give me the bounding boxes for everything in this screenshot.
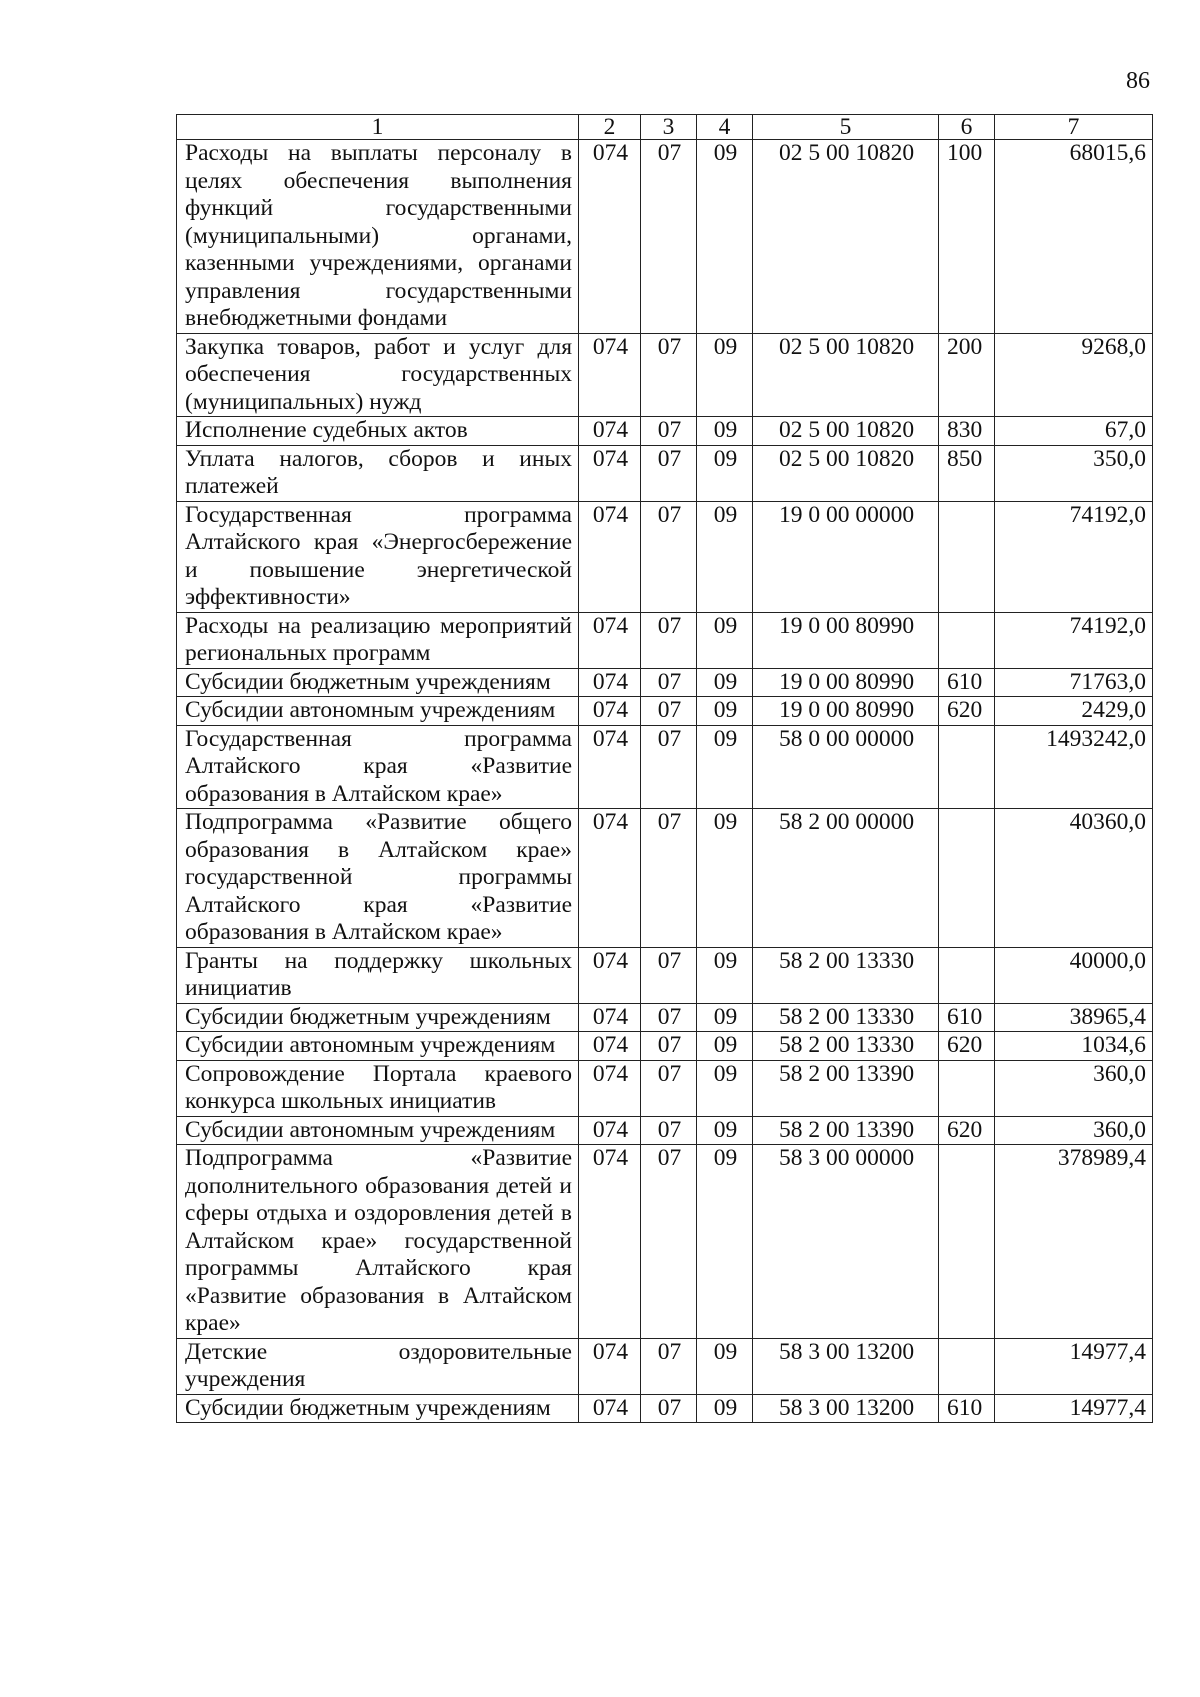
row-description: Субсидии автономным учреждениям	[177, 1116, 579, 1145]
expense-type-code	[939, 725, 995, 809]
row-description: Субсидии бюджетным учреждениям	[177, 668, 579, 697]
target-article-code: 58 3 00 13200	[753, 1338, 939, 1394]
amount: 71763,0	[995, 668, 1153, 697]
expense-type-code: 610	[939, 668, 995, 697]
subsection-code: 09	[697, 668, 753, 697]
amount: 1493242,0	[995, 725, 1153, 809]
amount: 360,0	[995, 1060, 1153, 1116]
ministry-code: 074	[579, 668, 641, 697]
subsection-code: 09	[697, 725, 753, 809]
section-code: 07	[641, 445, 697, 501]
target-article-code: 19 0 00 00000	[753, 501, 939, 612]
table-row	[177, 417, 1153, 446]
expense-type-code: 830	[939, 417, 995, 446]
target-article-code: 19 0 00 80990	[753, 697, 939, 726]
section-code: 07	[641, 947, 697, 1003]
table-header-row	[177, 115, 1153, 140]
table-row	[177, 1032, 1153, 1061]
target-article-code: 58 2 00 13330	[753, 947, 939, 1003]
column-header: 3	[641, 115, 697, 140]
row-description: Субсидии автономным учреждениям	[177, 1032, 579, 1061]
table-row	[177, 501, 1153, 612]
target-article-code: 19 0 00 80990	[753, 612, 939, 668]
amount: 38965,4	[995, 1003, 1153, 1032]
table-body	[177, 140, 1153, 1423]
expense-type-code: 610	[939, 1003, 995, 1032]
amount: 74192,0	[995, 612, 1153, 668]
expense-type-code	[939, 1060, 995, 1116]
amount: 1034,6	[995, 1032, 1153, 1061]
amount: 40360,0	[995, 809, 1153, 948]
subsection-code: 09	[697, 140, 753, 334]
table-row	[177, 1003, 1153, 1032]
expense-type-code: 620	[939, 1116, 995, 1145]
target-article-code: 02 5 00 10820	[753, 333, 939, 417]
amount: 378989,4	[995, 1145, 1153, 1339]
section-code: 07	[641, 612, 697, 668]
target-article-code: 58 2 00 13330	[753, 1003, 939, 1032]
section-code: 07	[641, 1032, 697, 1061]
row-description: Уплата налогов, сборов и иных платежей	[177, 445, 579, 501]
target-article-code: 02 5 00 10820	[753, 445, 939, 501]
subsection-code: 09	[697, 1394, 753, 1423]
expense-type-code	[939, 1338, 995, 1394]
ministry-code: 074	[579, 1394, 641, 1423]
section-code: 07	[641, 501, 697, 612]
row-description: Расходы на реализацию мероприятий региональных программ	[177, 612, 579, 668]
row-description: Субсидии автономным учреждениям	[177, 697, 579, 726]
expense-type-code: 620	[939, 697, 995, 726]
column-header: 7	[995, 115, 1153, 140]
row-description: Субсидии бюджетным учреждениям	[177, 1394, 579, 1423]
section-code: 07	[641, 1145, 697, 1339]
ministry-code: 074	[579, 809, 641, 948]
table-row	[177, 725, 1153, 809]
row-description: Исполнение судебных актов	[177, 417, 579, 446]
target-article-code: 58 0 00 00000	[753, 725, 939, 809]
expense-type-code: 610	[939, 1394, 995, 1423]
expense-type-code: 850	[939, 445, 995, 501]
target-article-code: 58 3 00 00000	[753, 1145, 939, 1339]
section-code: 07	[641, 1338, 697, 1394]
expense-type-code	[939, 1145, 995, 1339]
table-row	[177, 333, 1153, 417]
row-description: Подпрограмма «Развитие дополнительного образования детей и сферы отдыха и оздоровления детей в Алтайском крае» государственной программы Алтайского края «Развитие образования в Алтайском крае»	[177, 1145, 579, 1339]
amount: 2429,0	[995, 697, 1153, 726]
section-code: 07	[641, 668, 697, 697]
section-code: 07	[641, 1116, 697, 1145]
section-code: 07	[641, 140, 697, 334]
subsection-code: 09	[697, 947, 753, 1003]
subsection-code: 09	[697, 612, 753, 668]
table-row	[177, 140, 1153, 334]
column-header: 2	[579, 115, 641, 140]
table-row	[177, 668, 1153, 697]
ministry-code: 074	[579, 501, 641, 612]
ministry-code: 074	[579, 1338, 641, 1394]
page-number: 86	[1126, 68, 1150, 94]
subsection-code: 09	[697, 1032, 753, 1061]
row-description: Детские оздоровительные учреждения	[177, 1338, 579, 1394]
subsection-code: 09	[697, 333, 753, 417]
row-description: Государственная программа Алтайского края «Развитие образования в Алтайском крае»	[177, 725, 579, 809]
section-code: 07	[641, 333, 697, 417]
ministry-code: 074	[579, 697, 641, 726]
table-row	[177, 1060, 1153, 1116]
ministry-code: 074	[579, 1032, 641, 1061]
table-row	[177, 612, 1153, 668]
amount: 14977,4	[995, 1338, 1153, 1394]
ministry-code: 074	[579, 140, 641, 334]
section-code: 07	[641, 1394, 697, 1423]
expense-type-code: 620	[939, 1032, 995, 1061]
row-description: Субсидии бюджетным учреждениям	[177, 1003, 579, 1032]
ministry-code: 074	[579, 725, 641, 809]
amount: 9268,0	[995, 333, 1153, 417]
table-row	[177, 947, 1153, 1003]
expense-type-code	[939, 947, 995, 1003]
subsection-code: 09	[697, 1145, 753, 1339]
ministry-code: 074	[579, 1003, 641, 1032]
amount: 68015,6	[995, 140, 1153, 334]
target-article-code: 58 3 00 13200	[753, 1394, 939, 1423]
subsection-code: 09	[697, 697, 753, 726]
ministry-code: 074	[579, 1145, 641, 1339]
section-code: 07	[641, 725, 697, 809]
subsection-code: 09	[697, 1338, 753, 1394]
expense-type-code	[939, 501, 995, 612]
target-article-code: 58 2 00 13390	[753, 1060, 939, 1116]
subsection-code: 09	[697, 445, 753, 501]
expense-type-code: 200	[939, 333, 995, 417]
table-row	[177, 445, 1153, 501]
section-code: 07	[641, 1003, 697, 1032]
section-code: 07	[641, 417, 697, 446]
subsection-code: 09	[697, 417, 753, 446]
row-description: Подпрограмма «Развитие общего образования в Алтайском крае» государственной программы Алтайского края «Развитие образования в Алтайском крае»	[177, 809, 579, 948]
column-header: 6	[939, 115, 995, 140]
expense-type-code: 100	[939, 140, 995, 334]
table-row	[177, 1145, 1153, 1339]
row-description: Закупка товаров, работ и услуг для обеспечения государственных (муниципальных) нужд	[177, 333, 579, 417]
section-code: 07	[641, 809, 697, 948]
ministry-code: 074	[579, 1116, 641, 1145]
ministry-code: 074	[579, 1060, 641, 1116]
column-header: 5	[753, 115, 939, 140]
row-description: Расходы на выплаты персоналу в целях обеспечения выполнения функций государственными (муниципальными) органами, казенными учреждениями, органами управления государственными внебюджетными фондами	[177, 140, 579, 334]
subsection-code: 09	[697, 1003, 753, 1032]
subsection-code: 09	[697, 1060, 753, 1116]
column-header: 4	[697, 115, 753, 140]
subsection-code: 09	[697, 1116, 753, 1145]
amount: 74192,0	[995, 501, 1153, 612]
target-article-code: 02 5 00 10820	[753, 417, 939, 446]
table-row	[177, 809, 1153, 948]
section-code: 07	[641, 697, 697, 726]
target-article-code: 19 0 00 80990	[753, 668, 939, 697]
table-row	[177, 697, 1153, 726]
amount: 360,0	[995, 1116, 1153, 1145]
ministry-code: 074	[579, 612, 641, 668]
row-description: Государственная программа Алтайского края «Энергосбережение и повышение энергетической эффективности»	[177, 501, 579, 612]
table-row	[177, 1116, 1153, 1145]
amount: 67,0	[995, 417, 1153, 446]
row-description: Гранты на поддержку школьных инициатив	[177, 947, 579, 1003]
ministry-code: 074	[579, 947, 641, 1003]
amount: 14977,4	[995, 1394, 1153, 1423]
row-description: Сопровождение Портала краевого конкурса школьных инициатив	[177, 1060, 579, 1116]
target-article-code: 58 2 00 00000	[753, 809, 939, 948]
ministry-code: 074	[579, 445, 641, 501]
subsection-code: 09	[697, 809, 753, 948]
table-row	[177, 1394, 1153, 1423]
amount: 40000,0	[995, 947, 1153, 1003]
table-row	[177, 1338, 1153, 1394]
expense-type-code	[939, 612, 995, 668]
ministry-code: 074	[579, 333, 641, 417]
section-code: 07	[641, 1060, 697, 1116]
target-article-code: 58 2 00 13330	[753, 1032, 939, 1061]
subsection-code: 09	[697, 501, 753, 612]
column-header: 1	[177, 115, 579, 140]
budget-table	[176, 114, 1153, 1423]
target-article-code: 58 2 00 13390	[753, 1116, 939, 1145]
ministry-code: 074	[579, 417, 641, 446]
expense-type-code	[939, 809, 995, 948]
amount: 350,0	[995, 445, 1153, 501]
target-article-code: 02 5 00 10820	[753, 140, 939, 334]
